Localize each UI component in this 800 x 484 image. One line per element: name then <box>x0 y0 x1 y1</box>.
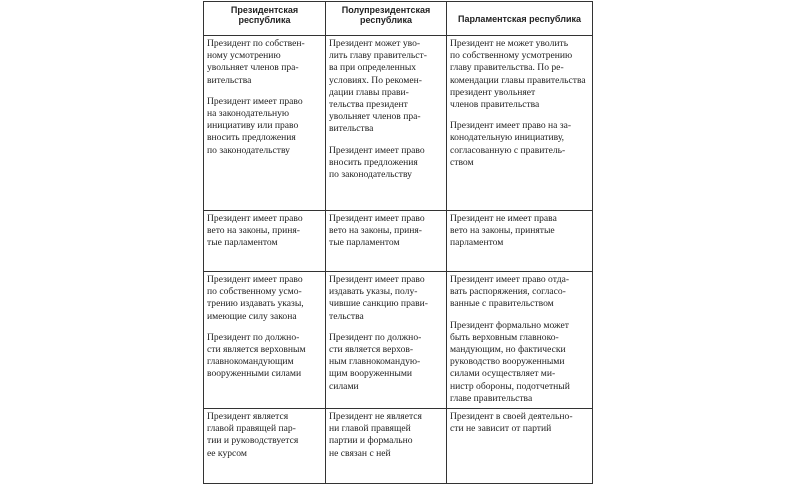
header-presidential-text: Президентская республика <box>230 5 299 25</box>
cell-text: Президент имеет право вносить предложения по законодательству <box>329 144 425 181</box>
cell-text: Президент не имеет права вето на законы, принятые парламентом <box>450 213 557 249</box>
cell-text: Президент в своей деятельно- сти не зависит от партий <box>450 411 573 435</box>
table-cell <box>204 36 326 211</box>
cell-text: Президент по должно- сти является верхов- ным главнокомандую- щим вооруженными силами <box>329 331 422 392</box>
republic-comparison-table <box>203 1 593 484</box>
cell-text: Президент имеет право на законодательную инициативу или право вносить предложения по законодательству <box>207 95 303 156</box>
cell-text: Президент имеет право на за- конодательную инициативу, согласованную с правитель- ством <box>450 120 572 168</box>
cell-text: Президент является главой правящей пар- тии и руководствуется ее курсом <box>207 411 299 459</box>
cell-text: Президент имеет право издавать указы, полу- чившие санкцию прави- тельства <box>329 274 428 322</box>
table-cell <box>326 211 447 272</box>
cell-text: Президент не является ни главой правящей партии и формально не связан с ней <box>329 411 422 459</box>
header-semi-presidential <box>326 2 447 36</box>
header-row <box>204 2 593 36</box>
cell-text: Президент имеет право вето на законы, приня- тые парламентом <box>207 213 303 249</box>
table-row <box>204 272 593 409</box>
table-cell <box>447 36 593 211</box>
header-presidential <box>204 2 326 36</box>
comparison-table-container <box>203 1 592 459</box>
cell-text: Президент по собствен- ному усмотрению увольняет членов пра- вительства <box>207 38 305 86</box>
table-row <box>204 36 593 211</box>
table-cell <box>447 409 593 484</box>
table-row <box>204 409 593 484</box>
header-parliamentary <box>447 2 593 36</box>
table-cell <box>204 409 326 484</box>
cell-text: Президент имеет право вето на законы, приня- тые парламентом <box>329 213 425 249</box>
cell-text: Президент имеет право отда- вать распоряжения, согласо- ванные с правительством <box>450 274 570 310</box>
table-cell <box>326 36 447 211</box>
table-cell <box>326 272 447 409</box>
header-parliamentary-text: Парламентская республика <box>457 14 582 24</box>
table-cell <box>326 409 447 484</box>
header-semi-presidential-text: Полупрезидентская республика <box>341 5 431 25</box>
cell-text: Президент не может уволить по собственному усмотрению главу правительства. По ре- комендации главы правительства президент увольняет членов правительства <box>450 38 586 111</box>
cell-text: Президент может уво- лить главу правительст- ва при определенных условиях. По рекомен- дации главы прави- тельства президент увольняет членов пра- вительства <box>329 38 427 135</box>
cell-text: Президент формально может быть верховным главноко- мандующим, но фактически руководство вооруженными силами осуществляет ми- нистр обороны, подотчетный главе правительства <box>450 319 570 404</box>
table-cell <box>447 211 593 272</box>
table-row <box>204 211 593 272</box>
cell-text: Президент по должно- сти является верховным главнокомандующим вооруженными силами <box>207 331 306 380</box>
table-cell <box>447 272 593 409</box>
table-cell <box>204 272 326 409</box>
table-cell <box>204 211 326 272</box>
cell-text: Президент имеет право по собственному усмо- трению издавать указы, имеющие силу закона <box>207 274 304 322</box>
